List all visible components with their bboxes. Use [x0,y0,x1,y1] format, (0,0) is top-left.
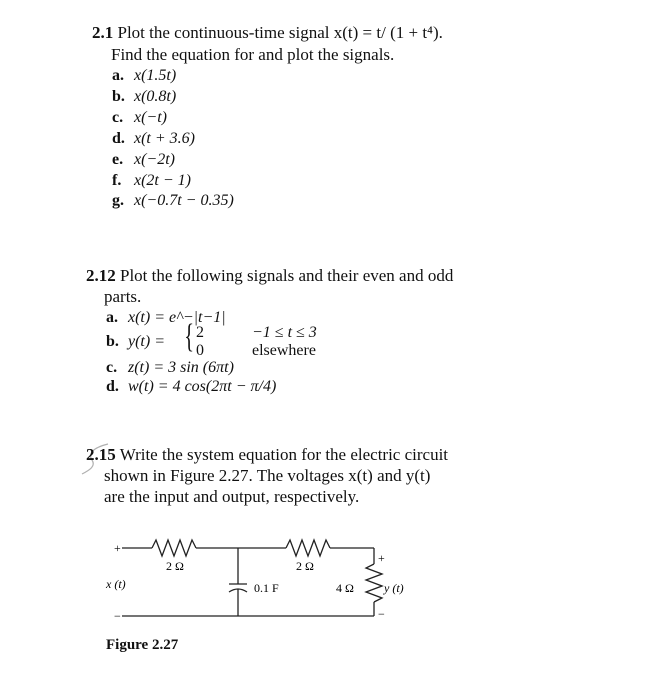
output-plus-sign: + [378,551,385,565]
resistor-r3 [366,564,382,602]
list-item: d. w(t) = 4 cos(2πt − π/4) [106,378,277,395]
problem-text-line1: Plot the following signals and their even and odd [120,266,454,285]
figure-caption: Figure 2.27 [106,637,179,653]
capacitor-label: 0.1 F [254,581,279,595]
list-item-piecewise: b. y(t) = { 2 0 −1 ≤ t ≤ 3 elsewhere [106,318,317,359]
resistor-r3-label: 4 Ω [336,581,354,595]
problem-2-15-line2: shown in Figure 2.27. The voltages x(t) and y(t) [104,466,431,485]
problem-text-line1: Write the system equation for the electric circuit [119,445,449,464]
list-item: d. x(t + 3.6) [112,130,195,147]
resistor-r2 [286,540,330,556]
problem-2-12-line2: parts. [104,287,142,306]
output-voltage-label: y (t) [384,581,404,595]
list-item: g. x(−0.7t − 0.35) [112,192,234,209]
input-minus-sign: − [114,609,121,623]
input-voltage-label: x (t) [106,577,126,591]
resistor-r2-label: 2 Ω [296,559,314,573]
problem-number: 2.1 [92,23,114,42]
problem-number: 2.12 [86,266,116,285]
resistor-r1 [152,540,196,556]
input-plus-sign: + [114,541,121,555]
list-item: c. z(t) = 3 sin (6πt) [106,359,234,376]
list-item: b. x(0.8t) [112,88,177,105]
list-item: c. x(−t) [112,109,167,126]
output-minus-sign: − [378,607,385,621]
list-item: a. x(1.5t) [112,67,177,84]
problem-2-12-heading [86,266,453,286]
problem-2-1-line2: Find the equation for and plot the signals. [111,45,395,64]
problem-number: 2.15 [86,445,116,464]
problem-text-line1: Plot the continuous-time signal x(t) = t/ (1 + t⁴). [117,23,443,42]
left-brace: { [184,318,195,355]
problem-2-1-heading [92,23,443,43]
resistor-r1-label: 2 Ω [166,559,184,573]
list-item: a. x(t) = e^−|t−1| [106,309,226,326]
circuit-diagram [100,528,420,638]
problem-2-15-heading [86,445,448,465]
list-item: f. x(2t − 1) [112,172,191,189]
problem-2-15-line3: are the input and output, respectively. [104,487,360,506]
list-item: e. x(−2t) [112,151,175,168]
